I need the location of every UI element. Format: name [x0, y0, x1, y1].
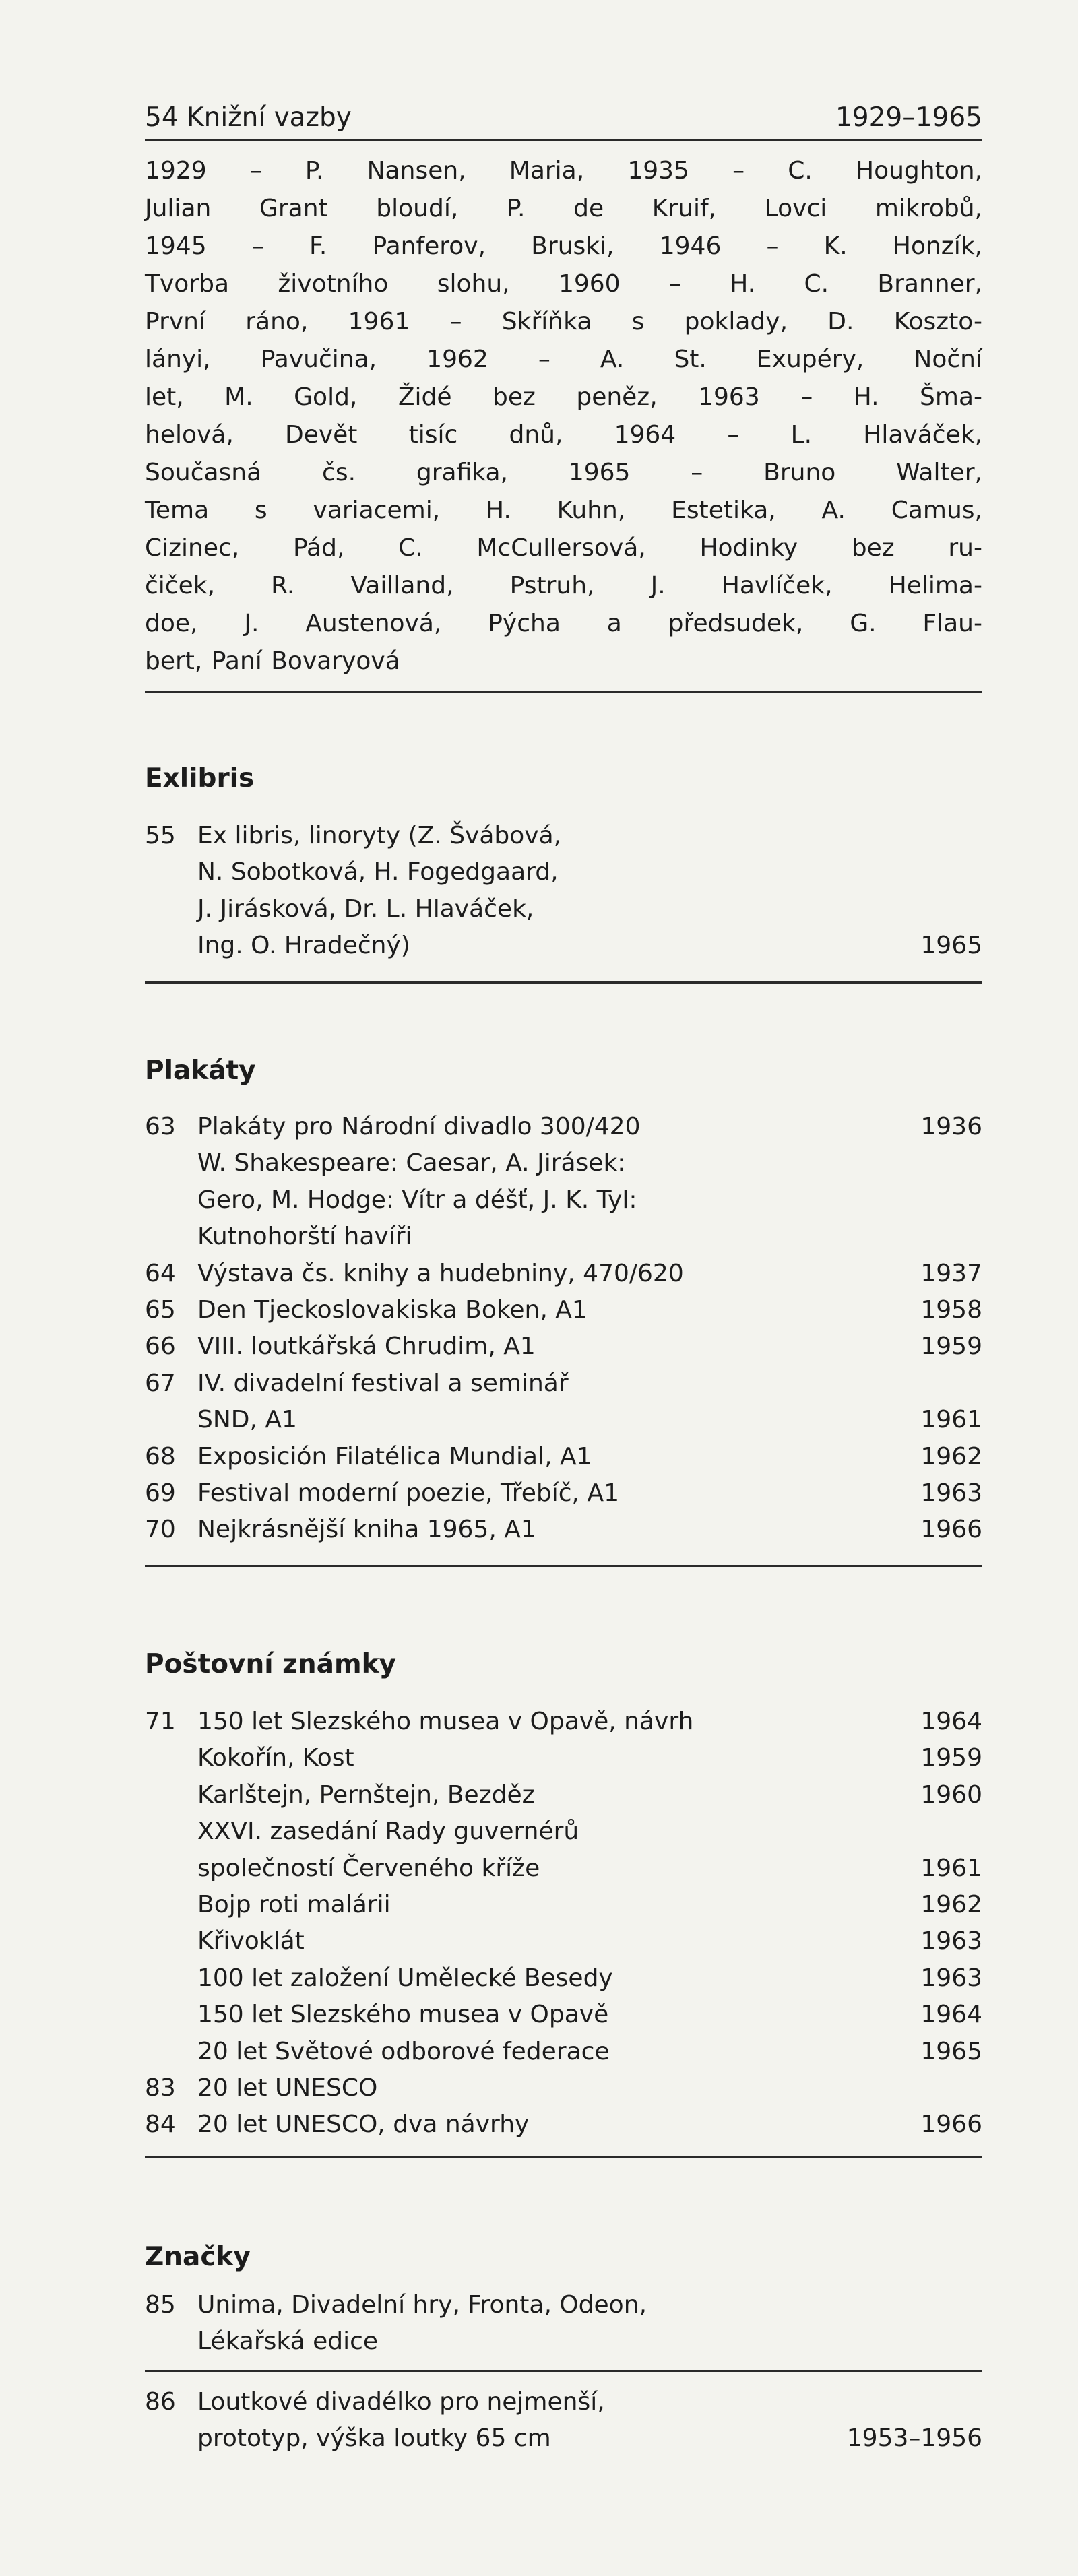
- item-text: Den Tjeckoslovakiska Boken, A1: [197, 1295, 588, 1324]
- item-number: 69: [145, 1479, 176, 1507]
- item-number: [145, 2420, 197, 2457]
- item-text: 150 let Slezského musea v Opavě: [197, 2001, 609, 2029]
- divider: [145, 691, 982, 693]
- paragraph-line: První ráno, 1961 – Skříňka s poklady, D. Koszto-: [145, 308, 982, 335]
- list-item: [145, 1109, 982, 1145]
- item-text: Exposición Filatélica Mundial, A1: [197, 1442, 592, 1471]
- item-year: 1966: [920, 1516, 982, 1544]
- item-year: 1937: [920, 1259, 982, 1287]
- item-text: Plakáty pro Národní divadlo 300/420: [197, 1113, 641, 1140]
- section-list-znacky: [145, 2287, 982, 2360]
- item-year: 1965: [920, 932, 982, 960]
- item-text: Nejkrásnější kniha 1965, A1: [197, 1516, 536, 1544]
- page-header: [145, 101, 982, 135]
- item-text: Unima, Divadelní hry, Fronta, Odeon,: [197, 2291, 647, 2319]
- item-number: [145, 1923, 197, 1960]
- item-number: 85: [145, 2291, 176, 2319]
- paragraph-line: Tema s variacemi, H. Kuhn, Estetika, A. Camus,: [145, 496, 982, 524]
- item-year: 1965: [920, 2037, 982, 2065]
- item-number: [145, 1145, 197, 1182]
- item-number: [145, 1887, 197, 1923]
- list-item: [145, 2106, 982, 2143]
- item-text: VIII. loutkářská Chrudim, A1: [197, 1332, 536, 1361]
- item-number: [145, 1402, 197, 1438]
- page-title: 54 Knižní vazby: [145, 102, 352, 133]
- item-year: 1966: [920, 2111, 982, 2139]
- item-text: 20 let UNESCO: [197, 2073, 378, 2102]
- item-number: [145, 854, 197, 891]
- section-heading-plakaty: Plakáty: [145, 1056, 256, 1086]
- item-year: 1963: [920, 1479, 982, 1507]
- item-text: SND, A1: [197, 1406, 297, 1434]
- paragraph-line: Tvorba životního slohu, 1960 – H. C. Branner,: [145, 270, 982, 298]
- list-item: [145, 1219, 982, 1255]
- list-item: [145, 1704, 982, 1740]
- item-text: Výstava čs. knihy a hudebniny, 470/620: [197, 1259, 684, 1287]
- list-item: [145, 854, 982, 891]
- list-item: [145, 1777, 982, 1813]
- list-item: [145, 1512, 982, 1548]
- item-number: 64: [145, 1259, 176, 1287]
- paragraph-line: bert, Paní Bovaryová: [145, 647, 400, 675]
- item-text: IV. divadelní festival a seminář: [197, 1369, 569, 1397]
- list-item: [145, 1365, 982, 1402]
- section-list-plakaty: [145, 1109, 982, 1549]
- item-number: 70: [145, 1516, 176, 1544]
- list-item: [145, 1475, 982, 1512]
- paragraph-line: doe, J. Austenová, Pýcha a předsudek, G. Flau-: [145, 610, 982, 637]
- item-text: 150 let Slezského musea v Opavě, návrh: [197, 1708, 694, 1735]
- list-item: [145, 818, 982, 854]
- list-item: [145, 1923, 982, 1960]
- item-number: 65: [145, 1295, 176, 1324]
- paragraph-line: lányi, Pavučina, 1962 – A. St. Exupéry, Noční: [145, 346, 982, 373]
- list-item: [145, 928, 982, 964]
- list-item: [145, 2070, 982, 2106]
- list-item: [145, 1997, 982, 2033]
- item-year: 1963: [920, 1964, 982, 1992]
- item-text: Ex libris, linoryty (Z. Švábová,: [197, 822, 562, 849]
- list-item: [145, 2420, 982, 2457]
- item-number: [145, 2323, 197, 2360]
- item-text: W. Shakespeare: Caesar, A. Jirásek:: [197, 1149, 626, 1178]
- item-text: 20 let UNESCO, dva návrhy: [197, 2111, 530, 2139]
- item-year: 1964: [920, 2001, 982, 2029]
- item-number: 71: [145, 1708, 176, 1735]
- list-item: [145, 1328, 982, 1365]
- section-heading-znacky: Značky: [145, 2242, 251, 2272]
- item-text: společností Červeného kříže: [197, 1854, 540, 1882]
- section-heading-exlibris: Exlibris: [145, 763, 255, 794]
- item-text: Křivoklát: [197, 1927, 305, 1956]
- item-number: 66: [145, 1332, 176, 1361]
- item-year: 1959: [920, 1744, 982, 1772]
- item-number: 84: [145, 2111, 176, 2139]
- list-item: [145, 1813, 982, 1850]
- list-item: [145, 1182, 982, 1219]
- item-text: 20 let Světové odborové federace: [197, 2037, 610, 2065]
- list-item: [145, 2384, 982, 2420]
- item-number: [145, 1850, 197, 1887]
- item-text: Kutnohorští havíři: [197, 1223, 412, 1251]
- item-text: Loutkové divadélko pro nejmenší,: [197, 2388, 605, 2416]
- item-year: 1964: [920, 1708, 982, 1735]
- item-number: [145, 1740, 197, 1776]
- paragraph-line: 1945 – F. Panferov, Bruski, 1946 – K. Honzík,: [145, 232, 982, 260]
- item-year: 1962: [920, 1890, 982, 1919]
- paragraph-line: helová, Devět tisíc dnů, 1964 – L. Hlaváček,: [145, 421, 982, 449]
- item-number: 55: [145, 822, 176, 849]
- item-text: Festival moderní poezie, Třebíč, A1: [197, 1479, 619, 1507]
- item-year: 1953–1956: [846, 2424, 982, 2453]
- paragraph-line: Současná čs. grafika, 1965 – Bruno Walter,: [145, 459, 982, 486]
- item-year: 1962: [920, 1442, 982, 1471]
- paragraph-line: let, M. Gold, Židé bez peněz, 1963 – H. Šma-: [145, 383, 982, 411]
- list-item: [145, 891, 982, 928]
- item-number: 67: [145, 1369, 176, 1397]
- list-item: [145, 2287, 982, 2323]
- item-number: [145, 928, 197, 964]
- item-text: Karlštejn, Pernštejn, Bezděz: [197, 1780, 535, 1809]
- item-number: 83: [145, 2073, 176, 2102]
- list-item: [145, 1740, 982, 1776]
- paragraph-line: Julian Grant bloudí, P. de Kruif, Lovci mikrobů,: [145, 195, 982, 222]
- paragraph-line: Cizinec, Pád, C. McCullersová, Hodinky bez ru-: [145, 534, 982, 562]
- divider: [145, 1565, 982, 1567]
- item-number: 86: [145, 2388, 176, 2416]
- list-item: [145, 1887, 982, 1923]
- item-year: 1959: [920, 1332, 982, 1361]
- section-heading-postovni-znamky: Poštovní známky: [145, 1649, 396, 1679]
- item-number: [145, 1182, 197, 1219]
- item-year: 1961: [920, 1854, 982, 1882]
- item-text: Lékařská edice: [197, 2327, 379, 2356]
- item-number: 68: [145, 1442, 176, 1471]
- divider: [145, 139, 982, 141]
- divider: [145, 2156, 982, 2158]
- item-year: 1936: [920, 1113, 982, 1140]
- list-item: [145, 1439, 982, 1475]
- list-item: [145, 2323, 982, 2360]
- list-item: [145, 1960, 982, 1997]
- item-text: 100 let založení Umělecké Besedy: [197, 1964, 613, 1992]
- list-item: [145, 1402, 982, 1438]
- divider: [145, 981, 982, 984]
- item-number: [145, 2034, 197, 2070]
- list-item: [145, 1145, 982, 1182]
- item-text: XXVI. zasedání Rady guvernérů: [197, 1817, 579, 1846]
- item-text: Ing. O. Hradečný): [197, 932, 410, 960]
- section-list-exlibris: [145, 818, 982, 965]
- item-year: 1958: [920, 1295, 982, 1324]
- item-text: Kokořín, Kost: [197, 1744, 354, 1772]
- paragraph-line: čiček, R. Vailland, Pstruh, J. Havlíček, Helima-: [145, 572, 982, 600]
- list-item: [145, 1256, 982, 1292]
- item-year: 1961: [920, 1406, 982, 1434]
- section-list-loutky: [145, 2384, 982, 2457]
- item-number: [145, 891, 197, 928]
- list-item: [145, 2034, 982, 2070]
- paragraph-line: 1929 – P. Nansen, Maria, 1935 – C. Houghton,: [145, 157, 982, 185]
- page-years: 1929–1965: [835, 102, 982, 133]
- item-year: 1960: [920, 1780, 982, 1809]
- item-text: Gero, M. Hodge: Vítr a déšť, J. K. Tyl:: [197, 1186, 637, 1214]
- item-text: Bojp roti malárii: [197, 1890, 391, 1919]
- item-year: 1963: [920, 1927, 982, 1956]
- item-text: J. Jirásková, Dr. L. Hlaváček,: [197, 895, 534, 923]
- divider: [145, 2370, 982, 2372]
- item-number: [145, 1777, 197, 1813]
- item-text: prototyp, výška loutky 65 cm: [197, 2424, 551, 2453]
- item-number: 63: [145, 1113, 176, 1140]
- item-number: [145, 1813, 197, 1850]
- intro-paragraph: [145, 152, 982, 680]
- list-item: [145, 1292, 982, 1328]
- item-number: [145, 1960, 197, 1997]
- item-text: N. Sobotková, H. Fogedgaard,: [197, 858, 559, 887]
- section-list-postovni-znamky: [145, 1704, 982, 2144]
- item-number: [145, 1997, 197, 2033]
- item-number: [145, 1219, 197, 1255]
- list-item: [145, 1850, 982, 1887]
